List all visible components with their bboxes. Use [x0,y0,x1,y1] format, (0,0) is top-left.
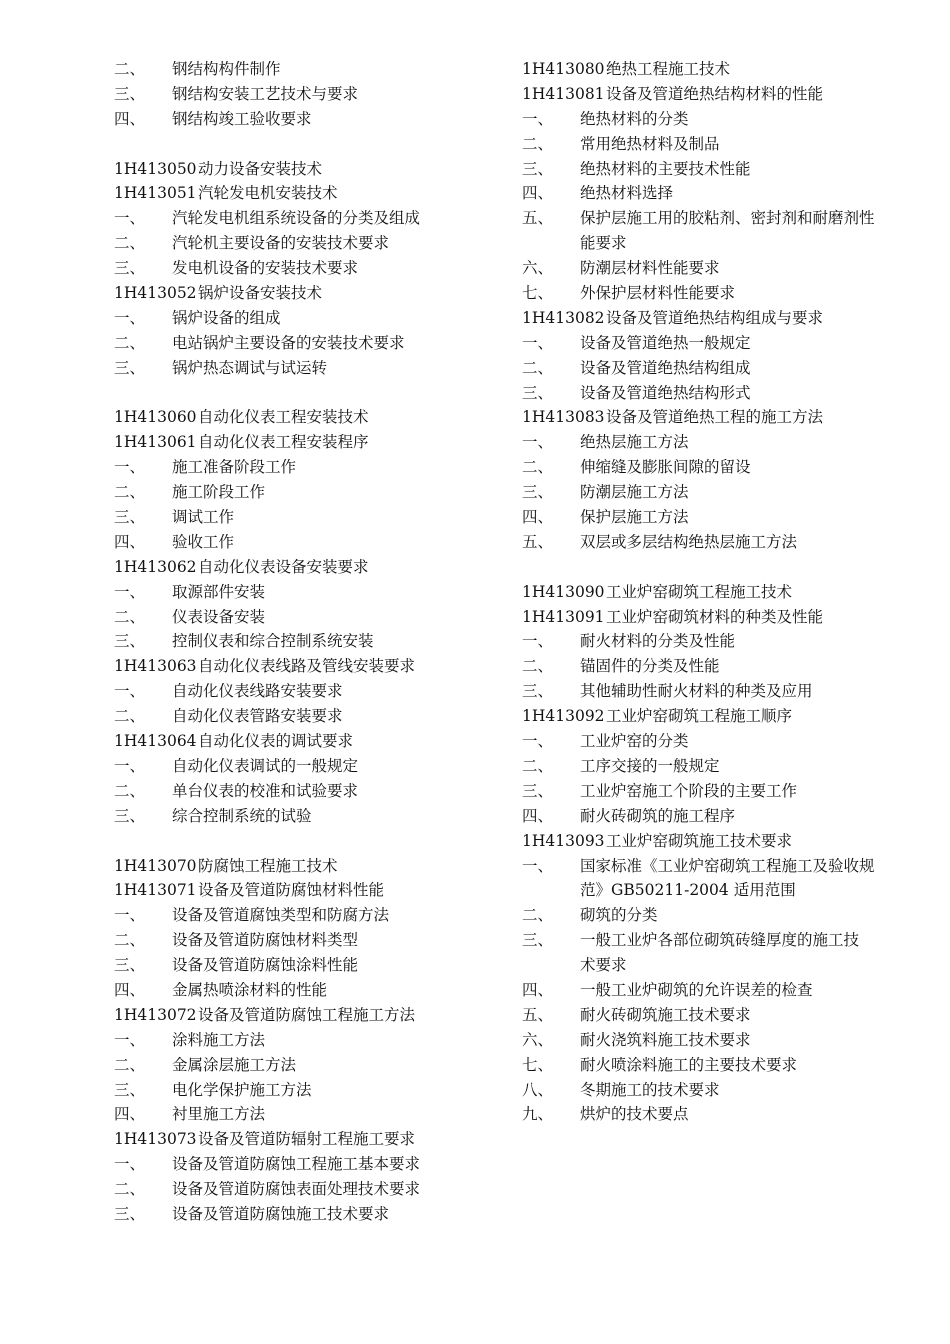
list-item [522,381,932,406]
item-text: 工业炉窑施工个阶段的主要工作 [580,781,798,800]
section-title: 自动化仪表设备安装要求 [198,557,369,576]
item-number: 一、 [522,732,554,751]
section-title: 设备及管道防辐射工程施工要求 [198,1130,416,1149]
section-code: 1H413071 [114,881,197,900]
item-text: 国家标准《工业炉窑砌筑工程施工及验收规 [580,856,875,875]
item-text: 涂料施工方法 [172,1030,266,1049]
item-text-continued: 范》GB50211-2004 适用范围 [580,881,796,900]
list-item [114,903,504,928]
section-heading [522,704,932,729]
section-title: 工业炉窑砌筑工程施工技术 [606,582,793,601]
section-code: 1H413061 [114,433,197,452]
section-title: 工业炉窑砌筑施工技术要求 [606,831,793,850]
item-number: 三、 [522,383,554,402]
list-item [522,206,932,231]
item-text: 自动化仪表调试的一般规定 [172,756,359,775]
section-title: 工业炉窑砌筑材料的种类及性能 [606,607,824,626]
item-text: 锚固件的分类及性能 [580,657,720,676]
section-title: 设备及管道绝热结构组成与要求 [606,308,824,327]
section-heading [114,405,504,430]
item-number: 一、 [522,856,554,875]
item-number: 三、 [114,956,146,975]
list-item [114,580,504,605]
item-number: 二、 [114,607,146,626]
section-title: 工业炉窑砌筑工程施工顺序 [606,707,793,726]
list-item [114,356,504,381]
section-code: 1H413080 [522,60,605,78]
section-heading [114,729,504,754]
section-heading [522,82,932,107]
right-column [522,57,932,1127]
item-number: 五、 [522,209,554,228]
list-item [114,679,504,704]
item-text: 汽轮机主要设备的安装技术要求 [172,234,390,253]
item-text: 耐火砖砌筑的施工程序 [580,806,736,825]
section-code: 1H413064 [114,732,197,751]
item-text: 绝热层施工方法 [580,433,689,452]
item-number: 二、 [114,781,146,800]
item-text: 验收工作 [172,532,235,551]
section-code: 1H413083 [522,408,605,427]
list-item [114,928,504,953]
blank-line [114,829,504,854]
section-code: 1H413081 [522,84,605,103]
list-item [522,480,932,505]
section-heading [114,878,504,903]
list-item [522,530,932,555]
item-text: 砌筑的分类 [580,906,658,925]
section-code: 1H413092 [522,707,605,726]
item-number: 二、 [522,906,554,925]
list-item [522,1102,932,1127]
item-text: 设备及管道绝热结构组成 [580,358,751,377]
item-number: 三、 [114,1080,146,1099]
list-item [114,704,504,729]
item-number: 二、 [522,657,554,676]
item-text: 耐火材料的分类及性能 [580,632,736,651]
item-number: 一、 [114,458,146,477]
blank-line [522,555,932,580]
item-text: 其他辅助性耐火材料的种类及应用 [580,682,813,701]
item-number: 三、 [114,84,146,103]
list-item-continuation [522,953,932,978]
item-number: 四、 [114,532,146,551]
item-text: 保护层施工用的胶粘剂、密封剂和耐磨剂性 [580,209,875,228]
item-text: 电化学保护施工方法 [172,1080,312,1099]
item-text: 保护层施工方法 [580,508,689,527]
item-number: 四、 [114,109,146,128]
list-item [114,1177,504,1202]
item-number: 三、 [114,358,146,377]
item-number: 四、 [522,508,554,527]
item-text: 设备及管道防腐蚀材料类型 [172,931,359,950]
item-text: 外保护层材料性能要求 [580,284,736,303]
section-title: 锅炉设备安装技术 [198,284,323,303]
item-number: 四、 [522,806,554,825]
item-text-continued: 术要求 [580,956,627,975]
item-number: 二、 [114,707,146,726]
item-text: 绝热材料选择 [580,184,674,203]
item-number: 六、 [522,1030,554,1049]
section-title: 自动化仪表工程安装程序 [198,433,369,452]
item-text: 仪表设备安装 [172,607,266,626]
list-item [114,1078,504,1103]
item-number: 八、 [522,1080,554,1099]
item-text: 防潮层材料性能要求 [580,259,720,278]
item-text: 防潮层施工方法 [580,483,689,502]
list-item [114,1152,504,1177]
item-text: 发电机设备的安装技术要求 [172,259,359,278]
item-number: 七、 [522,284,554,303]
list-item [522,928,932,953]
list-item [114,605,504,630]
list-item [522,132,932,157]
list-item [114,953,504,978]
section-code: 1H413093 [522,831,605,850]
list-item [522,654,932,679]
section-code: 1H413073 [114,1130,197,1149]
section-title: 设备及管道防腐蚀材料性能 [198,881,385,900]
item-number: 三、 [114,259,146,278]
item-number: 一、 [114,1155,146,1174]
section-code: 1H413060 [114,408,197,427]
section-code: 1H413082 [522,308,605,327]
list-item [114,1053,504,1078]
list-item [522,281,932,306]
item-text: 设备及管道绝热一般规定 [580,333,751,352]
section-heading [114,281,504,306]
blank-line [114,381,504,406]
item-text: 常用绝热材料及制品 [580,134,720,153]
item-text: 自动化仪表管路安装要求 [172,707,343,726]
item-text: 伸缩缝及膨胀间隙的留设 [580,458,751,477]
item-number: 四、 [114,980,146,999]
item-text: 控制仪表和综合控制系统安装 [172,632,374,651]
section-code: 1H413050 [114,159,197,178]
list-item [522,903,932,928]
section-heading [522,405,932,430]
section-heading [522,829,932,854]
list-item [522,157,932,182]
item-number: 二、 [522,458,554,477]
item-number: 一、 [114,756,146,775]
list-item [114,57,504,82]
list-item [522,1078,932,1103]
section-heading [522,580,932,605]
list-item [522,181,932,206]
item-text: 绝热材料的分类 [580,109,689,128]
item-number: 四、 [522,184,554,203]
item-text: 调试工作 [172,508,235,527]
section-heading [114,555,504,580]
item-number: 三、 [522,931,554,950]
list-item [114,1202,504,1227]
item-number: 三、 [114,1204,146,1223]
list-item [522,331,932,356]
item-text: 设备及管道防腐蚀施工技术要求 [172,1204,390,1223]
section-title: 自动化仪表的调试要求 [198,732,354,751]
list-item [522,1028,932,1053]
item-text: 单台仪表的校准和试验要求 [172,781,359,800]
section-heading [522,605,932,630]
item-number: 三、 [522,159,554,178]
item-number: 一、 [114,209,146,228]
list-item-continuation [522,231,932,256]
item-number: 四、 [522,980,554,999]
item-number: 一、 [522,632,554,651]
list-item [114,754,504,779]
section-title: 绝热工程施工技术 [606,60,731,78]
item-number: 七、 [522,1055,554,1074]
list-item [522,455,932,480]
section-heading [114,854,504,879]
item-number: 三、 [522,682,554,701]
list-item [522,505,932,530]
item-number: 二、 [522,134,554,153]
item-text: 锅炉设备的组成 [172,308,281,327]
item-text: 电站锅炉主要设备的安装技术要求 [172,333,405,352]
item-text: 一般工业炉砌筑的允许误差的检查 [580,980,813,999]
section-title: 设备及管道防腐蚀工程施工方法 [198,1005,416,1024]
list-item [522,679,932,704]
item-text: 耐火浇筑料施工技术要求 [580,1030,751,1049]
list-item [522,804,932,829]
list-item [114,231,504,256]
item-text: 冬期施工的技术要求 [580,1080,720,1099]
item-text: 取源部件安装 [172,582,266,601]
blank-line [114,132,504,157]
item-number: 三、 [114,632,146,651]
list-item [114,629,504,654]
section-heading [114,654,504,679]
list-item [522,107,932,132]
section-heading [522,306,932,331]
item-number: 二、 [114,1180,146,1199]
item-number: 五、 [522,1005,554,1024]
item-text: 设备及管道腐蚀类型和防腐方法 [172,906,390,925]
item-text: 设备及管道防腐蚀涂料性能 [172,956,359,975]
section-heading [522,57,932,82]
list-item [114,455,504,480]
list-item [522,1003,932,1028]
list-item [114,480,504,505]
item-text: 施工阶段工作 [172,483,266,502]
item-text: 设备及管道防腐蚀表面处理技术要求 [172,1180,421,1199]
section-title: 设备及管道绝热工程的施工方法 [606,408,824,427]
item-text: 双层或多层结构绝热层施工方法 [580,532,798,551]
list-item [522,779,932,804]
item-number: 二、 [114,234,146,253]
section-code: 1H413072 [114,1005,197,1024]
list-item [114,779,504,804]
item-text: 一般工业炉各部位砌筑砖缝厚度的施工技 [580,931,860,950]
item-number: 二、 [522,756,554,775]
item-text: 钢结构竣工验收要求 [172,109,312,128]
list-item [522,854,932,879]
section-code: 1H413062 [114,557,197,576]
section-code: 1H413052 [114,284,197,303]
item-number: 二、 [114,931,146,950]
item-number: 三、 [522,781,554,800]
section-title: 动力设备安装技术 [198,159,323,178]
item-number: 六、 [522,259,554,278]
list-item [114,530,504,555]
list-item [114,505,504,530]
item-number: 一、 [114,582,146,601]
list-item [114,331,504,356]
section-title: 汽轮发电机安装技术 [198,184,338,203]
list-item [114,1028,504,1053]
item-text: 钢结构构件制作 [172,60,281,78]
section-code: 1H413070 [114,856,197,875]
item-number: 四、 [114,1105,146,1124]
item-text: 衬里施工方法 [172,1105,266,1124]
list-item [522,356,932,381]
item-number: 一、 [522,333,554,352]
list-item [114,804,504,829]
item-text: 绝热材料的主要技术性能 [580,159,751,178]
left-column [114,57,504,1227]
item-number: 一、 [114,1030,146,1049]
item-number: 二、 [114,333,146,352]
item-text: 工序交接的一般规定 [580,756,720,775]
section-title: 设备及管道绝热结构材料的性能 [606,84,824,103]
section-title: 自动化仪表线路及管线安装要求 [198,657,416,676]
section-heading [114,181,504,206]
item-text: 设备及管道防腐蚀工程施工基本要求 [172,1155,421,1174]
list-item [114,306,504,331]
item-text-continued: 能要求 [580,234,627,253]
list-item [114,1102,504,1127]
item-number: 一、 [522,433,554,452]
section-code: 1H413051 [114,184,197,203]
list-item [522,256,932,281]
item-text: 金属涂层施工方法 [172,1055,297,1074]
section-heading [114,430,504,455]
item-text: 钢结构安装工艺技术与要求 [172,84,359,103]
list-item [522,729,932,754]
list-item [522,754,932,779]
section-title: 自动化仪表工程安装技术 [198,408,369,427]
item-text: 综合控制系统的试验 [172,806,312,825]
list-item [114,978,504,1003]
item-number: 三、 [522,483,554,502]
item-number: 二、 [114,1055,146,1074]
item-number: 三、 [114,806,146,825]
item-number: 二、 [114,483,146,502]
list-item [522,978,932,1003]
item-number: 五、 [522,532,554,551]
item-text: 耐火砖砌筑施工技术要求 [580,1005,751,1024]
list-item [522,430,932,455]
item-number: 一、 [114,682,146,701]
section-code: 1H413063 [114,657,197,676]
section-code: 1H413090 [522,582,605,601]
list-item [114,107,504,132]
item-number: 一、 [522,109,554,128]
section-heading [114,1127,504,1152]
section-heading [114,157,504,182]
item-text: 汽轮发电机组系统设备的分类及组成 [172,209,421,228]
list-item [114,256,504,281]
list-item-continuation [522,878,932,903]
item-number: 九、 [522,1105,554,1124]
item-number: 一、 [114,308,146,327]
list-item [522,1053,932,1078]
item-number: 二、 [522,358,554,377]
list-item [114,206,504,231]
list-item [522,629,932,654]
section-heading [114,1003,504,1028]
list-item [114,82,504,107]
item-text: 工业炉窑的分类 [580,732,689,751]
section-title: 防腐蚀工程施工技术 [198,856,338,875]
item-text: 自动化仪表线路安装要求 [172,682,343,701]
item-text: 设备及管道绝热结构形式 [580,383,751,402]
item-number: 二、 [114,60,146,78]
item-text: 金属热喷涂材料的性能 [172,980,328,999]
item-text: 施工准备阶段工作 [172,458,297,477]
item-number: 三、 [114,508,146,527]
item-text: 耐火喷涂料施工的主要技术要求 [580,1055,798,1074]
item-number: 一、 [114,906,146,925]
section-code: 1H413091 [522,607,605,626]
item-text: 锅炉热态调试与试运转 [172,358,328,377]
item-text: 烘炉的技术要点 [580,1105,689,1124]
